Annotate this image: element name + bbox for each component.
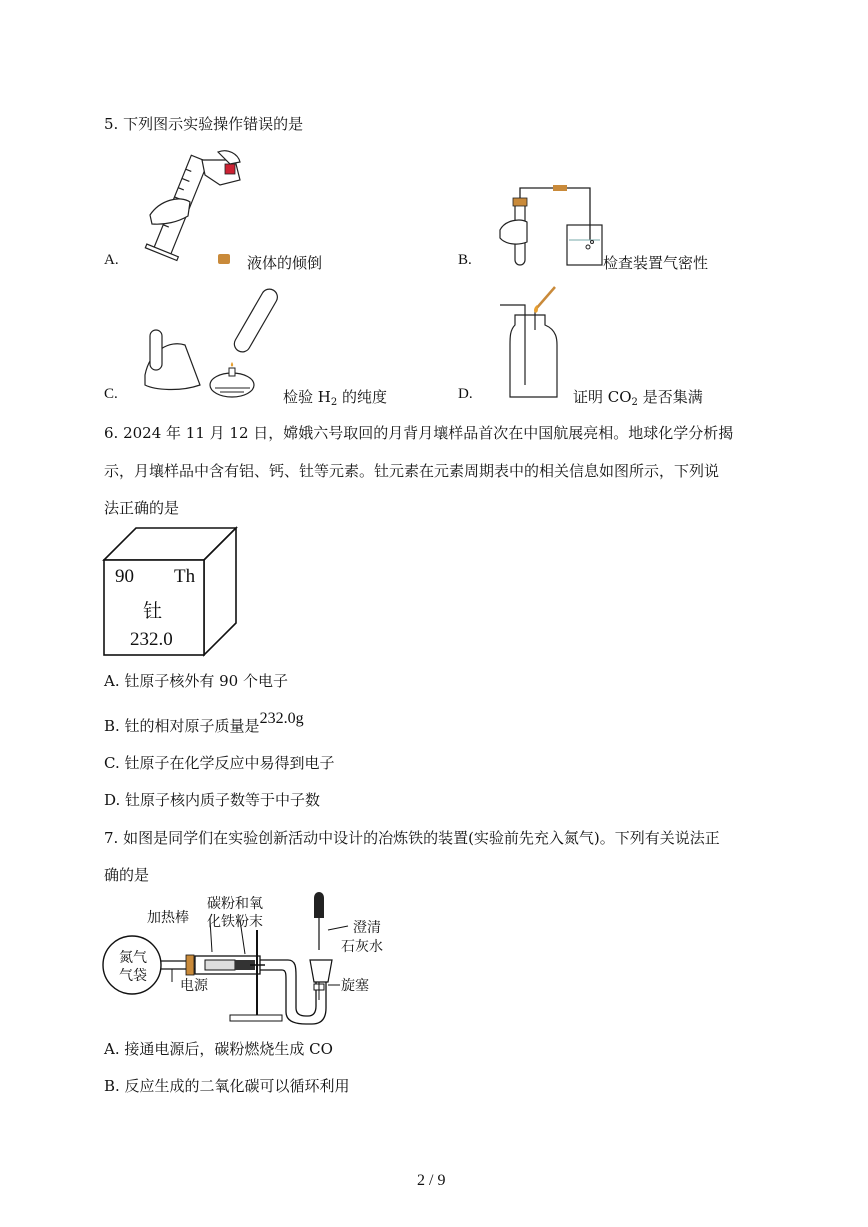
element-atomic-number: 90 bbox=[115, 566, 134, 587]
q5-option-a-caption: 液体的倾倒 bbox=[247, 254, 323, 272]
element-mass: 232.0 bbox=[130, 629, 173, 650]
label-bag-line2: 气袋 bbox=[119, 968, 147, 984]
q6-stem-line2: 示，月壤样品中含有铝、钙、钍等元素。钍元素在元素周期表中的相关信息如图所示，下列说 bbox=[104, 462, 720, 480]
q5-option-b-letter: B. bbox=[458, 252, 472, 268]
q5-option-c-caption: 检验 $H_2$ 的纯度 bbox=[283, 388, 388, 408]
q6-option-c: C. 钍原子在化学反应中易得到电子 bbox=[104, 754, 335, 772]
hydrogen-purity-figure bbox=[140, 290, 285, 405]
label-powder-line1: 碳粉和氧 bbox=[207, 896, 263, 912]
q5-option-a-letter: A. bbox=[104, 252, 119, 268]
q6-option-d: D. 钍原子核内质子数等于中子数 bbox=[104, 791, 321, 809]
element-symbol: Th bbox=[174, 566, 196, 587]
q6-stem-line3: 法正确的是 bbox=[104, 499, 180, 517]
label-bag-line1: 氮气 bbox=[119, 950, 147, 966]
label-powder-line2: 化铁粉末 bbox=[207, 914, 263, 930]
label-power: 电源 bbox=[180, 978, 208, 994]
label-heater: 加热棒 bbox=[147, 910, 189, 926]
co2-collection-figure bbox=[495, 285, 570, 405]
q7-option-a: A. 接通电源后，碳粉燃烧生成 CO bbox=[104, 1040, 333, 1058]
label-limewater-line1: 澄清 bbox=[353, 920, 381, 936]
q5-stem: 5. 下列图示实验操作错误的是 bbox=[104, 115, 304, 133]
element-name: 钍 bbox=[143, 600, 163, 622]
q6-option-b: B. 钍的相对原子质量是232.0g bbox=[104, 710, 304, 735]
q6-stem-line1: 6. 2024 年 11 月 12 日，嫦娥六号取回的月背月壤样品首次在中国航展亮相。地球化学分析揭 bbox=[104, 424, 734, 442]
stopper-icon bbox=[218, 254, 230, 264]
q5-option-d-caption: 证明 $CO_2$ 是否集满 bbox=[573, 388, 703, 408]
q5-option-b-caption: 检查装置气密性 bbox=[603, 254, 709, 272]
label-limewater-line2: 石灰水 bbox=[341, 939, 383, 955]
pouring-liquid-figure bbox=[140, 150, 250, 265]
q7-stem-line1: 7. 如图是同学们在实验创新活动中设计的冶炼铁的装置(实验前先充入氮气)。下列有关说法正 bbox=[104, 829, 720, 847]
q6-option-a: A. 钍原子核外有 90 个电子 bbox=[104, 672, 288, 690]
label-valve: 旋塞 bbox=[341, 978, 369, 994]
q7-stem-line2: 确的是 bbox=[104, 866, 150, 884]
q7-option-b: B. 反应生成的二氧化碳可以循环利用 bbox=[104, 1077, 350, 1095]
airtightness-figure bbox=[495, 180, 605, 275]
q5-option-d-letter: D. bbox=[458, 386, 473, 402]
q5-option-c-letter: C. bbox=[104, 386, 118, 402]
page-number: 2 / 9 bbox=[417, 1172, 446, 1189]
